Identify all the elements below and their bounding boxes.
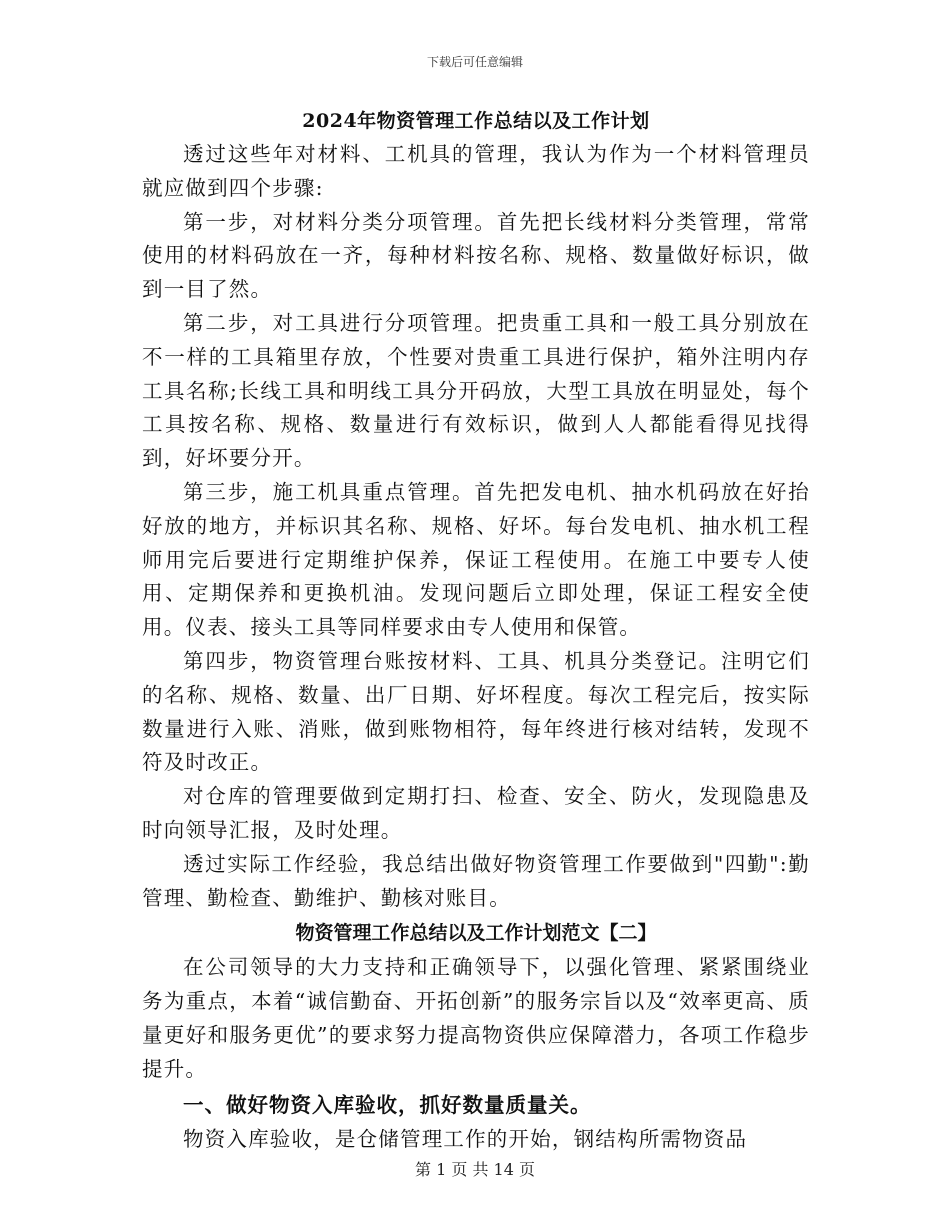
paragraph: 物资入库验收，是仓储管理工作的开始，钢结构所需物资品 <box>183 1126 748 1151</box>
paragraph: 第四步，物资管理台账按材料、工具、机具分类登记。注明它们的名称、规格、数量、出厂日期、好坏程度。每次工程完后，按实际数量进行入账、消账，做到账物相符，每年终进行核对结转，发现不符及时改正。 <box>142 648 810 775</box>
paragraph: 在公司领导的大力支持和正确领导下，以强化管理、紧紧围绕业务为重点，本着“诚信勤奋、开拓创新”的服务宗旨以及“效率更高、质量更好和服务更优”的要求努力提高物资供应保障潜力，各项工作稳步提升。 <box>142 955 810 1081</box>
paragraph: 透过实际工作经验，我总结出做好物资管理工作要做到"四勤":勤管理、勤检查、勤维护、勤核对账目。 <box>142 851 810 910</box>
section-heading: 一、做好物资入库验收，抓好数量质量关。 <box>183 1092 592 1117</box>
paragraph: 对仓库的管理要做到定期打扫、检查、安全、防火，发现隐患及时向领导汇报，及时处理。 <box>142 784 810 842</box>
paragraph: 第一步，对材料分类分项管理。首先把长线材料分类管理，常常使用的材料码放在一齐，每种材料按名称、规格、数量做好标识，做到一目了然。 <box>142 209 810 302</box>
document-subtitle: 物资管理工作总结以及工作计划范文【二】 <box>295 922 657 945</box>
page-header-note: 下载后可任意编辑 <box>426 55 523 69</box>
document-body <box>142 104 810 1156</box>
paragraph: 第三步，施工机具重点管理。首先把发电机、抽水机码放在好抬好放的地方，并标识其名称、规格、好坏。每台发电机、抽水机工程师用完后要进行定期维护保养，保证工程使用。在施工中要专人使用、定期保养和更换机油。发现问题后立即处理，保证工程安全使用。仪表、接头工具等同样要求由专人使用和保管。 <box>142 479 810 640</box>
paragraph: 透过这些年对材料、工机具的管理，我认为作为一个材料管理员就应做到四个步骤: <box>142 142 810 200</box>
page-number: 第 1 页 共 14 页 <box>415 1160 535 1179</box>
document-title: 2024年物资管理工作总结以及工作计划 <box>302 110 650 132</box>
paragraph: 第二步，对工具进行分项管理。把贵重工具和一般工具分别放在不一样的工具箱里存放，个性要对贵重工具进行保护，箱外注明内存工具名称;长线工具和明线工具分开码放，大型工具放在明显处，每个工具按名称、规格、数量进行有效标识，做到人人都能看得见找得到，好坏要分开。 <box>142 310 810 471</box>
